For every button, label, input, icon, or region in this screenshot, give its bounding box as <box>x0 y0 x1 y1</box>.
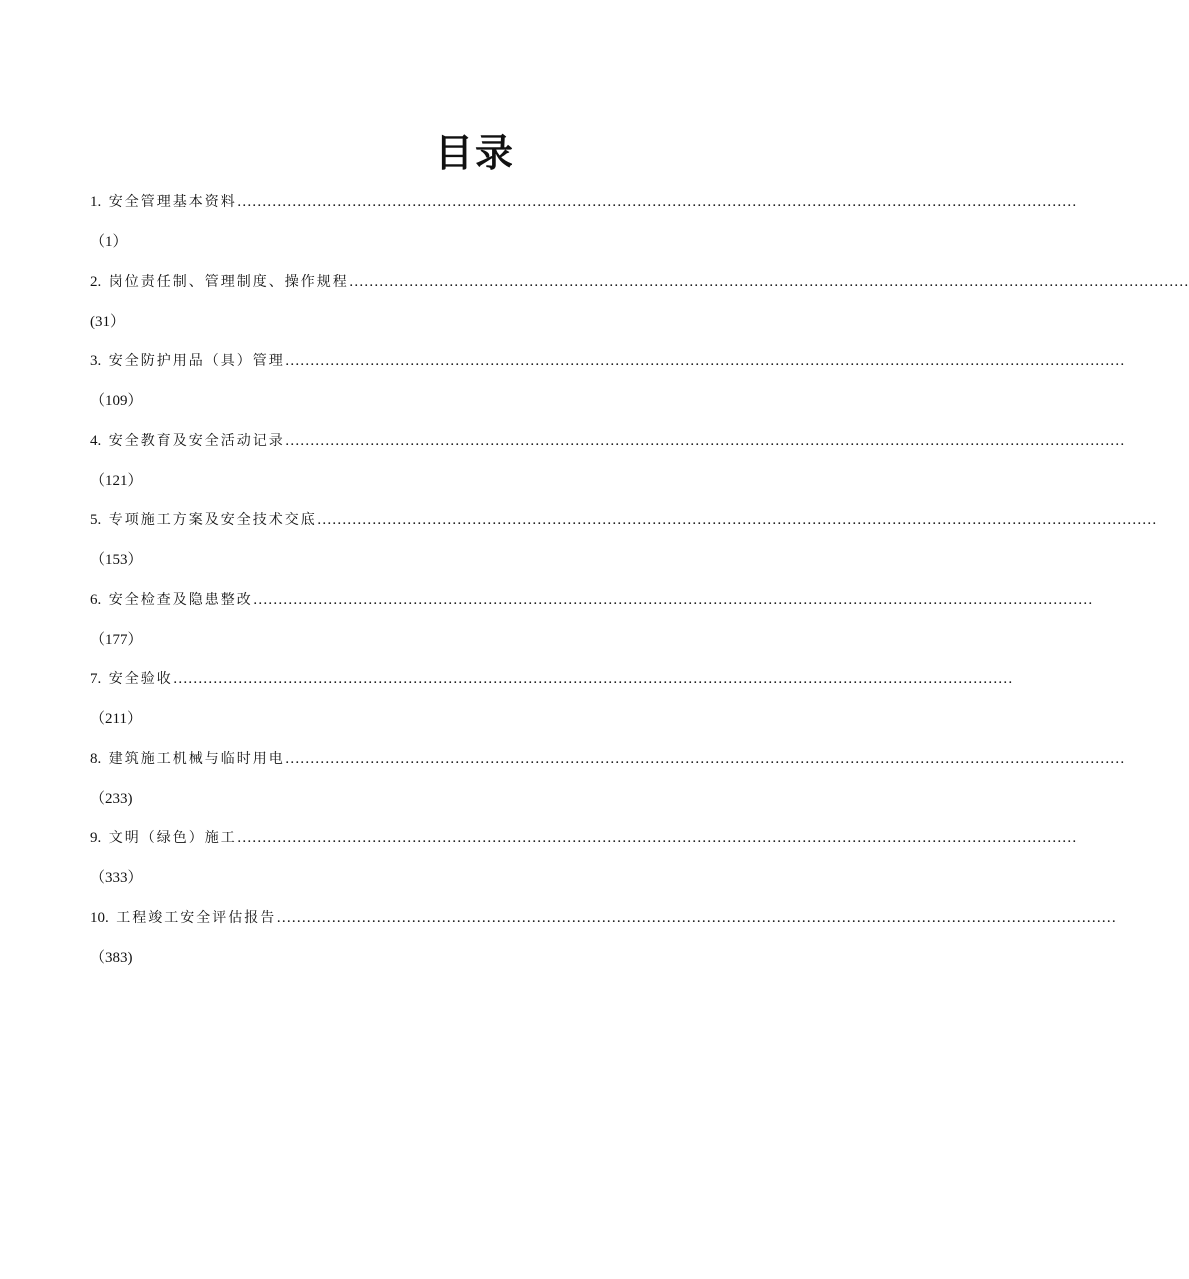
toc-entry-label: 安全教育及安全活动记录 <box>108 432 285 449</box>
toc-entry-page: （177） <box>90 631 143 648</box>
toc-entry-page: （153） <box>90 552 143 568</box>
toc-entry-label: 岗位责任制、管理制度、操作规程 <box>108 273 349 290</box>
toc-list <box>90 188 1189 983</box>
toc-entry-page: （333） <box>90 870 143 886</box>
toc-entry <box>90 347 1125 427</box>
toc-entry-number: 6. <box>90 591 102 608</box>
toc-entry-label: 文明（绿色）施工 <box>108 830 237 846</box>
toc-entry <box>90 188 1077 268</box>
toc-dot-leader: …………………………………………………………………………………………………………………………………………………… <box>236 830 1077 846</box>
toc-entry-number: 4. <box>90 432 102 449</box>
toc-entry <box>90 665 1013 745</box>
toc-entry-label: 安全防护用品（具）管理 <box>108 353 285 369</box>
toc-entry <box>90 904 1117 984</box>
toc-entry-label: 建筑施工机械与临时用电 <box>108 750 285 767</box>
toc-entry-line <box>90 745 1125 773</box>
toc-dot-leader: …………………………………………………………………………………………………………………………………………………… <box>284 353 1125 369</box>
toc-entry <box>90 824 1077 904</box>
toc-dot-leader: …………………………………………………………………………………………………………………………………………………… <box>236 194 1077 210</box>
toc-entry-number: 10. <box>90 909 109 926</box>
toc-entry-page: (31） <box>90 313 125 330</box>
toc-entry-number: 3. <box>90 353 102 369</box>
toc-entry-page: （1） <box>90 234 128 250</box>
toc-entry-number: 7. <box>90 671 102 687</box>
toc-dot-leader: …………………………………………………………………………………………………………………………………………………… <box>284 432 1125 449</box>
toc-entry-line <box>90 904 1117 932</box>
toc-entry <box>90 268 1189 348</box>
toc-dot-leader: …………………………………………………………………………………………………………………………………………………… <box>252 591 1093 608</box>
toc-entry-number: 2. <box>90 273 102 290</box>
toc-entry <box>90 427 1125 507</box>
toc-dot-leader: …………………………………………………………………………………………………………………………………………………… <box>172 671 1013 687</box>
toc-entry-label: 安全管理基本资料 <box>108 194 237 210</box>
toc-entry-line <box>90 188 1077 216</box>
toc-entry-page: （233) <box>90 790 133 807</box>
toc-entry-page: （109） <box>90 393 143 409</box>
toc-title: 目录 <box>434 131 515 175</box>
toc-entry-number: 5. <box>90 512 102 528</box>
toc-dot-leader: …………………………………………………………………………………………………………………………………………………… <box>276 909 1117 926</box>
toc-entry <box>90 586 1093 666</box>
toc-entry-line <box>90 586 1093 614</box>
toc-entry-number: 9. <box>90 830 102 846</box>
toc-dot-leader: …………………………………………………………………………………………………………………………………………………… <box>316 512 1157 528</box>
toc-entry-page: （383) <box>90 949 133 966</box>
toc-entry-page: （121） <box>90 472 143 489</box>
toc-dot-leader: …………………………………………………………………………………………………………………………………………………… <box>284 750 1125 767</box>
toc-entry-number: 1. <box>90 194 102 210</box>
toc-dot-leader: …………………………………………………………………………………………………………………………………………………… <box>348 273 1189 290</box>
toc-entry-line <box>90 824 1077 852</box>
toc-entry-line <box>90 665 1013 693</box>
toc-entry-label: 专项施工方案及安全技术交底 <box>108 512 317 528</box>
toc-entry-label: 工程竣工安全评估报告 <box>116 909 277 926</box>
toc-entry-number: 8. <box>90 750 102 767</box>
toc-entry-line <box>90 268 1189 296</box>
toc-entry-label: 安全检查及隐患整改 <box>108 591 253 608</box>
toc-entry-page: （211） <box>90 711 142 727</box>
toc-entry <box>90 506 1157 586</box>
toc-entry-line <box>90 427 1125 455</box>
toc-entry-label: 安全验收 <box>108 671 173 687</box>
toc-entry-line <box>90 347 1125 375</box>
toc-entry-line <box>90 506 1157 534</box>
toc-entry <box>90 745 1125 825</box>
